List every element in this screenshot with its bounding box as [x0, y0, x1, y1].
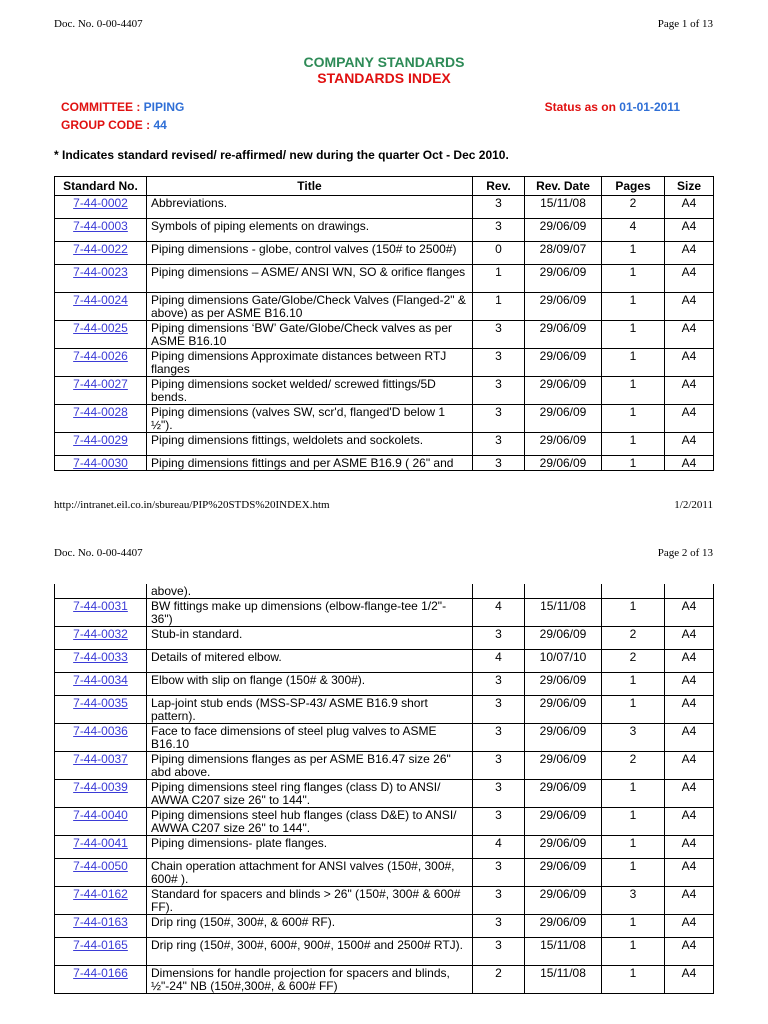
revision-number: 4: [473, 599, 525, 627]
table-row: [55, 349, 714, 377]
standard-title: Lap-joint stub ends (MSS-SP-43/ ASME B16.9 short pattern).: [147, 696, 473, 724]
standard-number-link[interactable]: 7-44-0023: [73, 265, 128, 279]
table-row: [55, 242, 714, 265]
standard-number-link[interactable]: 7-44-0163: [73, 915, 128, 929]
revision-date: 10/07/10: [525, 650, 602, 673]
revision-number: 3: [473, 724, 525, 752]
paper-size: A4: [665, 599, 714, 627]
paper-size: [665, 584, 714, 599]
standard-number-cell: [55, 265, 147, 293]
standard-number-link[interactable]: 7-44-0165: [73, 938, 128, 952]
page-count: 2: [602, 196, 665, 219]
page-count: 1: [602, 938, 665, 966]
table-row: [55, 405, 714, 433]
standard-number-cell: [55, 887, 147, 915]
page1-table-cut: [54, 473, 713, 475]
standard-title: Chain operation attachment for ANSI valves (150#, 300#, 600# ).: [147, 859, 473, 887]
paper-size: A4: [665, 627, 714, 650]
table-row: [55, 673, 714, 696]
standard-number-cell: [55, 293, 147, 321]
revision-date: 29/06/09: [525, 456, 602, 471]
paper-size: A4: [665, 915, 714, 938]
standard-title: Drip ring (150#, 300#, 600#, 900#, 1500# and 2500# RTJ).: [147, 938, 473, 966]
table-row: [55, 584, 714, 599]
paper-size: A4: [665, 293, 714, 321]
doc-number: Doc. No. 0-00-4407: [54, 18, 143, 30]
standard-number-cell: [55, 780, 147, 808]
revision-date: 15/11/08: [525, 938, 602, 966]
paper-size: A4: [665, 887, 714, 915]
paper-size: A4: [665, 859, 714, 887]
standard-title: above).: [147, 584, 473, 599]
page-count: 1: [602, 321, 665, 349]
standard-title: Piping dimensions Gate/Globe/Check Valves (Flanged-2" & above) as per ASME B16.10: [147, 293, 473, 321]
paper-size: A4: [665, 673, 714, 696]
header-pages: Pages: [602, 177, 665, 196]
table-row: [55, 196, 714, 219]
page-count: 1: [602, 808, 665, 836]
table-row: [55, 456, 714, 471]
table-row: [55, 219, 714, 242]
revision-number: 3: [473, 915, 525, 938]
page-count: 2: [602, 752, 665, 780]
standard-number-link[interactable]: 7-44-0162: [73, 887, 128, 901]
paper-size: A4: [665, 808, 714, 836]
revision-date: 29/06/09: [525, 349, 602, 377]
revision-number: 3: [473, 456, 525, 471]
committee-line: [61, 100, 184, 114]
standard-title: Piping dimensions fittings and per ASME B16.9 ( 26" and: [147, 456, 473, 471]
standard-number-cell: [55, 242, 147, 265]
paper-size: A4: [665, 196, 714, 219]
revision-note: * Indicates standard revised/ re-affirmed/ new during the quarter Oct - Dec 2010.: [54, 148, 509, 162]
revision-date: 29/06/09: [525, 321, 602, 349]
committee-value: PIPING: [143, 100, 185, 114]
revision-date: 15/11/08: [525, 966, 602, 994]
page-count: 3: [602, 724, 665, 752]
table-row: [55, 724, 714, 752]
standard-number-link[interactable]: 7-44-0033: [73, 650, 128, 664]
page-count: 1: [602, 433, 665, 456]
page-count: 1: [602, 836, 665, 859]
table-row: [55, 321, 714, 349]
table-row: [55, 265, 714, 293]
doc-number-page2: Doc. No. 0-00-4407: [54, 547, 143, 559]
page-count: 1: [602, 599, 665, 627]
table-row: [55, 696, 714, 724]
table-row: [55, 808, 714, 836]
revision-date: 29/06/09: [525, 915, 602, 938]
revision-date: 29/06/09: [525, 673, 602, 696]
standards-table-page1: [54, 176, 714, 471]
page-count: 1: [602, 405, 665, 433]
standard-title: Piping dimensions ‘BW’ Gate/Globe/Check valves as per ASME B16.10: [147, 321, 473, 349]
company-standards-title: COMPANY STANDARDS: [303, 54, 465, 70]
standard-number-cell: [55, 349, 147, 377]
revision-date: 29/06/09: [525, 293, 602, 321]
standard-title: Piping dimensions – ASME/ ANSI WN, SO & orifice flanges: [147, 265, 473, 293]
revision-date: 29/06/09: [525, 808, 602, 836]
table-row: [55, 650, 714, 673]
revision-number: 3: [473, 780, 525, 808]
page-count: 1: [602, 673, 665, 696]
standard-number-link[interactable]: 7-44-0032: [73, 627, 128, 641]
table-row: [55, 627, 714, 650]
page-count: 1: [602, 859, 665, 887]
table-header-row: [55, 177, 714, 196]
revision-number: 3: [473, 377, 525, 405]
revision-date: 29/06/09: [525, 405, 602, 433]
page-count: 1: [602, 265, 665, 293]
footer-date: 1/2/2011: [674, 499, 713, 511]
revision-number: 3: [473, 349, 525, 377]
table-row: [55, 780, 714, 808]
standard-number-link[interactable]: 7-44-0034: [73, 673, 128, 687]
standard-number-link[interactable]: 7-44-0027: [73, 377, 128, 391]
standard-number-link[interactable]: 7-44-0039: [73, 780, 128, 794]
table-row: [55, 859, 714, 887]
standard-number-cell: [55, 405, 147, 433]
page-count: 1: [602, 377, 665, 405]
paper-size: A4: [665, 752, 714, 780]
standard-title: Piping dimensions fittings, weldolets and sockolets.: [147, 433, 473, 456]
revision-date: 29/06/09: [525, 627, 602, 650]
standard-number-cell: [55, 724, 147, 752]
group-code-label: GROUP CODE :: [61, 118, 154, 132]
page-count: 2: [602, 627, 665, 650]
revision-date: 29/06/09: [525, 433, 602, 456]
header-rev: Rev.: [473, 177, 525, 196]
revision-number: [473, 584, 525, 599]
revision-date: 29/06/09: [525, 887, 602, 915]
paper-size: A4: [665, 456, 714, 471]
standard-title: Details of mitered elbow.: [147, 650, 473, 673]
standard-title: Face to face dimensions of steel plug valves to ASME B16.10: [147, 724, 473, 752]
paper-size: A4: [665, 650, 714, 673]
standard-title: BW fittings make up dimensions (elbow-flange-tee 1/2"- 36"): [147, 599, 473, 627]
paper-size: A4: [665, 780, 714, 808]
page-count: 2: [602, 650, 665, 673]
paper-size: A4: [665, 966, 714, 994]
standard-number-cell: [55, 627, 147, 650]
standard-title: Elbow with slip on flange (150# & 300#).: [147, 673, 473, 696]
standard-number-link[interactable]: 7-44-0002: [73, 196, 128, 210]
page-count: 1: [602, 456, 665, 471]
revision-date: [525, 584, 602, 599]
standard-number-link[interactable]: 7-44-0003: [73, 219, 128, 233]
standard-title: Drip ring (150#, 300#, & 600# RF).: [147, 915, 473, 938]
standard-number-link[interactable]: 7-44-0031: [73, 599, 128, 613]
page-count: [602, 584, 665, 599]
status-line: [545, 100, 680, 114]
page-count: 1: [602, 349, 665, 377]
group-code-value: 44: [153, 118, 167, 132]
page-count: 3: [602, 887, 665, 915]
paper-size: A4: [665, 265, 714, 293]
standard-title: Abbreviations.: [147, 196, 473, 219]
standards-table-page2: [54, 584, 714, 994]
group-code-line: [61, 118, 167, 132]
standard-title: Piping dimensions socket welded/ screwed fittings/5D bends.: [147, 377, 473, 405]
revision-date: 15/11/08: [525, 599, 602, 627]
table-row: [55, 293, 714, 321]
standard-number-cell: [55, 433, 147, 456]
revision-date: 29/06/09: [525, 265, 602, 293]
standard-number-link[interactable]: 7-44-0035: [73, 696, 128, 710]
revision-number: 1: [473, 265, 525, 293]
header-standard-no: Standard No.: [55, 177, 147, 196]
paper-size: A4: [665, 938, 714, 966]
revision-number: 2: [473, 966, 525, 994]
table-row: [55, 938, 714, 966]
standard-number-link: [55, 584, 147, 599]
standard-number-cell: [55, 752, 147, 780]
standard-number-cell: [55, 966, 147, 994]
page-count: 4: [602, 219, 665, 242]
standard-number-link[interactable]: 7-44-0041: [73, 836, 128, 850]
standard-title: Symbols of piping elements on drawings.: [147, 219, 473, 242]
standard-number-link[interactable]: 7-44-0036: [73, 724, 128, 738]
header-title: Title: [147, 177, 473, 196]
standard-number-cell: [55, 219, 147, 242]
standard-number-cell: [55, 456, 147, 471]
revision-date: 29/06/09: [525, 696, 602, 724]
standard-title: Piping dimensions Approximate distances between RTJ flanges: [147, 349, 473, 377]
revision-date: 29/06/09: [525, 219, 602, 242]
revision-number: 3: [473, 859, 525, 887]
revision-number: 3: [473, 196, 525, 219]
paper-size: A4: [665, 349, 714, 377]
standard-title: Stub-in standard.: [147, 627, 473, 650]
standard-title: Piping dimensions (valves SW, scr'd, flanged'D below 1 ½").: [147, 405, 473, 433]
standard-number-link[interactable]: 7-44-0166: [73, 966, 128, 980]
page-count: 1: [602, 293, 665, 321]
page-count: 1: [602, 696, 665, 724]
table-row: [55, 377, 714, 405]
revision-number: 3: [473, 752, 525, 780]
standard-number-cell: [55, 673, 147, 696]
paper-size: A4: [665, 836, 714, 859]
page-number-page2: Page 2 of 13: [657, 547, 713, 559]
revision-number: 3: [473, 627, 525, 650]
standard-number-cell: [55, 808, 147, 836]
standard-number-cell: [55, 599, 147, 627]
standard-title: Piping dimensions steel hub flanges (class D&E) to ANSI/ AWWA C207 size 26" to 144".: [147, 808, 473, 836]
page-count: 1: [602, 780, 665, 808]
status-label: Status as on: [544, 100, 620, 114]
standard-number-cell: [55, 859, 147, 887]
revision-number: 3: [473, 887, 525, 915]
standard-number-link[interactable]: 7-44-0024: [73, 293, 128, 307]
header-rev-date: Rev. Date: [525, 177, 602, 196]
revision-date: 29/06/09: [525, 836, 602, 859]
revision-date: 29/06/09: [525, 780, 602, 808]
revision-number: 3: [473, 673, 525, 696]
table-row: [55, 599, 714, 627]
standard-number-cell: [55, 196, 147, 219]
standards-index-title: STANDARDS INDEX: [317, 70, 451, 86]
paper-size: A4: [665, 724, 714, 752]
revision-date: 29/06/09: [525, 859, 602, 887]
revision-number: 0: [473, 242, 525, 265]
standard-title: Piping dimensions- plate flanges.: [147, 836, 473, 859]
revision-date: 15/11/08: [525, 196, 602, 219]
revision-number: 4: [473, 650, 525, 673]
table-row: [55, 887, 714, 915]
standard-number-link[interactable]: 7-44-0030: [73, 456, 128, 470]
page-count: 1: [602, 242, 665, 265]
standard-title: Dimensions for handle projection for spacers and blinds, ½"-24" NB (150#,300#, & 600# FF): [147, 966, 473, 994]
committee-label: COMMITTEE :: [61, 100, 144, 114]
revision-number: 4: [473, 836, 525, 859]
standard-number-cell: [55, 321, 147, 349]
standard-number-link[interactable]: 7-44-0050: [73, 859, 128, 873]
standard-number-link[interactable]: 7-44-0022: [73, 242, 128, 256]
standard-number-cell: [55, 650, 147, 673]
standard-number-cell: [55, 377, 147, 405]
standard-number-link[interactable]: 7-44-0040: [73, 808, 128, 822]
standard-title: Piping dimensions flanges as per ASME B16.47 size 26" abd above.: [147, 752, 473, 780]
standard-number-cell: [55, 938, 147, 966]
status-date: 01-01-2011: [619, 100, 680, 114]
revision-date: 29/06/09: [525, 377, 602, 405]
standard-number-link[interactable]: 7-44-0026: [73, 349, 128, 363]
standard-number-cell: [55, 836, 147, 859]
paper-size: A4: [665, 321, 714, 349]
page-number: Page 1 of 13: [657, 18, 713, 30]
standard-title: Piping dimensions steel ring flanges (class D) to ANSI/ AWWA C207 size 26" to 144".: [147, 780, 473, 808]
standard-number-cell: [55, 696, 147, 724]
standard-number-link[interactable]: 7-44-0028: [73, 405, 128, 419]
page-count: 1: [602, 915, 665, 938]
revision-number: 3: [473, 808, 525, 836]
table-row: [55, 752, 714, 780]
paper-size: A4: [665, 242, 714, 265]
revision-number: 3: [473, 433, 525, 456]
standard-number-cell: [55, 915, 147, 938]
page-count: 1: [602, 966, 665, 994]
paper-size: A4: [665, 696, 714, 724]
revision-number: 3: [473, 938, 525, 966]
standard-title: Standard for spacers and blinds > 26" (150#, 300# & 600# FF).: [147, 887, 473, 915]
table-row: [55, 915, 714, 938]
standard-number-link[interactable]: 7-44-0029: [73, 433, 128, 447]
table-row: [55, 836, 714, 859]
revision-number: 3: [473, 696, 525, 724]
revision-number: 3: [473, 405, 525, 433]
revision-date: 29/06/09: [525, 752, 602, 780]
paper-size: A4: [665, 377, 714, 405]
revision-number: 1: [473, 293, 525, 321]
table-row: [55, 966, 714, 994]
revision-date: 28/09/07: [525, 242, 602, 265]
header-size: Size: [665, 177, 714, 196]
revision-date: 29/06/09: [525, 724, 602, 752]
standard-number-link[interactable]: 7-44-0037: [73, 752, 128, 766]
revision-number: 3: [473, 321, 525, 349]
paper-size: A4: [665, 433, 714, 456]
standard-title: Piping dimensions - globe, control valves (150# to 2500#): [147, 242, 473, 265]
table-row: [55, 433, 714, 456]
footer-url: http://intranet.eil.co.in/sbureau/PIP%20STDS%20INDEX.htm: [54, 499, 330, 511]
paper-size: A4: [665, 219, 714, 242]
paper-size: A4: [665, 405, 714, 433]
revision-number: 3: [473, 219, 525, 242]
standard-number-link[interactable]: 7-44-0025: [73, 321, 128, 335]
